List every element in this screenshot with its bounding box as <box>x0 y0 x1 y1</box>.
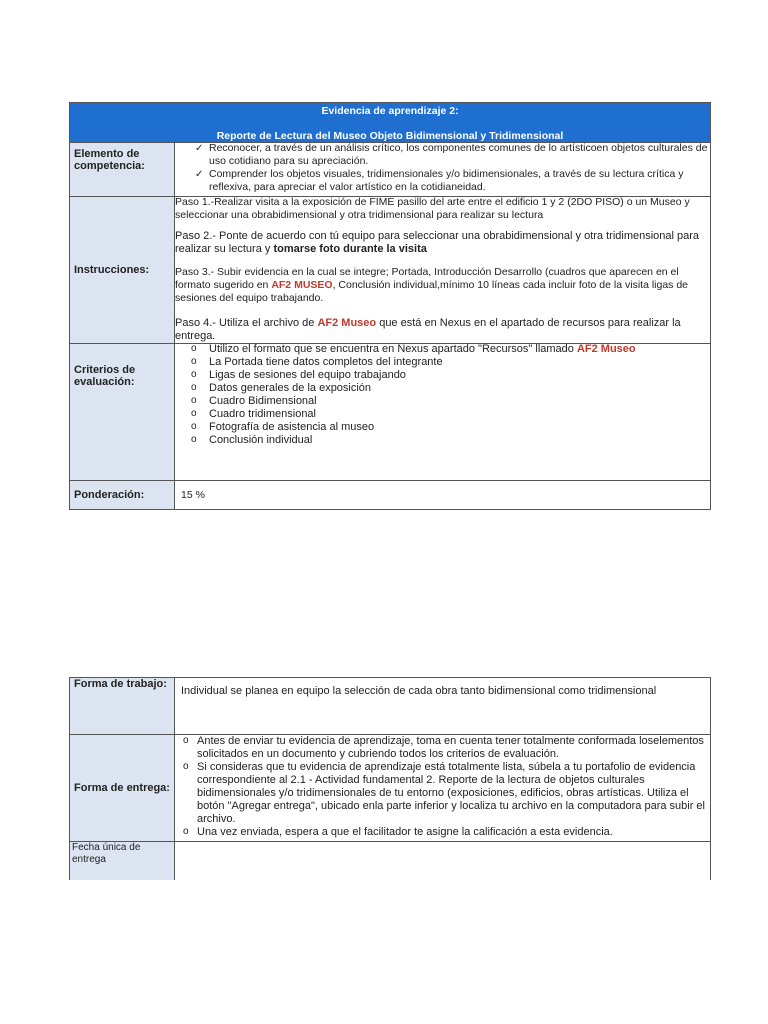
forma-trabajo-label: Forma de trabajo: <box>74 678 167 690</box>
entrega-item: o Una vez enviada, espera a que el facilitador te asigne la calificación a esta evidencia. <box>175 826 706 839</box>
competencia-label-cell <box>70 143 175 197</box>
instrucciones-row <box>70 197 711 344</box>
criterio-item: o Datos generales de la exposición <box>175 382 710 395</box>
ponderacion-label: Ponderación: <box>74 489 145 501</box>
paso-3-highlight: AF2 MUSEO <box>271 279 333 291</box>
competencia-label: Elemento de competencia: <box>74 148 145 172</box>
paso-2-bold: tomarse foto durante la visita <box>273 243 427 255</box>
criterio-item <box>175 343 710 356</box>
evidence-header <box>70 103 711 143</box>
fecha-cell <box>175 842 711 880</box>
paso-1: Paso 1.-Realizar visita a la exposición de FIME pasillo del arte entre el edificio 1 y 2 (2DO PISO) o un Museo y seleccionar una obrabidimensional y otra tridimensional para realizar su lectura <box>175 196 690 221</box>
entrega-item: o Si consideras que tu evidencia de aprendizaje está totalmente lista, súbela a tu portafolio de evidencia correspondiente al 2.1 - Actividad fundamental 2. Reporte de la lectura de objetos culturales bidimensionales y/o tridimensionales de tu entorno (exposiciones, edificios, obras artísticas. Utiliza el botón "Agregar entrega", ubicado enla parte inferior y localiza tu archivo en la computadora para subir el archivo. <box>175 761 706 826</box>
forma-entrega-cell <box>175 735 711 842</box>
fecha-label: Fecha única de entrega <box>72 842 141 865</box>
criterio-text: Utilizo el formato que se encuentra en Nexus apartado "Recursos" llamado <box>209 343 577 355</box>
forma-entrega-label: Forma de entrega: <box>74 782 170 794</box>
criterios-list <box>175 343 710 447</box>
forma-entrega-list <box>175 735 710 839</box>
paso-3-text-end: , Conclusión individual,mínimo 10 líneas cada incluir foto de la visita ligas de sesiones del equipo trabajando. <box>175 279 689 304</box>
criterio-highlight: AF2 Museo <box>576 343 636 355</box>
ponderacion-label-cell <box>70 481 175 510</box>
paso-4-text-end: que está en Nexus en el apartado de recursos para realizar la entrega. <box>175 317 681 342</box>
instrucciones-label-cell <box>70 197 175 344</box>
ponderacion-value: 15 % <box>181 488 205 501</box>
forma-trabajo-value: Individual se planea en equipo la selección de cada obra tanto bidimensional como tridimensional <box>181 685 657 697</box>
criterio-item: o Ligas de sesiones del equipo trabajando <box>175 369 710 382</box>
paso-4 <box>175 317 704 343</box>
criterios-label-cell <box>70 344 175 481</box>
criterio-item: o Cuadro Bidimensional <box>175 395 710 408</box>
fecha-label-cell <box>70 842 175 880</box>
paso-2 <box>175 230 704 256</box>
ponderacion-row <box>70 481 711 510</box>
competencia-cell <box>175 143 711 197</box>
entrega-item: o Antes de enviar tu evidencia de aprendizaje, toma en cuenta tener totalmente conformada loselementos solicitados en un documento y cubriendo todos los criterios de evaluación. <box>175 735 706 761</box>
paso-4-text: Paso 4.- Utiliza el archivo de <box>175 317 318 329</box>
evidence-subtitle: Reporte de Lectura del Museo Objeto Bidimensional y Tridimensional <box>216 130 564 142</box>
criterio-item: o Fotografía de asistencia al museo <box>175 421 710 434</box>
criterio-item: o Cuadro tridimensional <box>175 408 710 421</box>
paso-2-text: Paso 2.- Ponte de acuerdo con tú equipo para seleccionar una obrabidimensional y otra tridimensional para realizar su lectura y <box>175 230 700 255</box>
ponderacion-cell <box>175 481 711 510</box>
instrucciones-label: Instrucciones: <box>74 264 150 276</box>
forma-entrega-label-cell <box>70 735 175 842</box>
paso-3-text: Paso 3.- Subir evidencia en la cual se integre; Portada, Introducción Desarrollo (cuadros que aparecen en el formato sugerido en <box>175 266 679 291</box>
criterios-cell <box>175 344 711 481</box>
instrucciones-cell <box>175 197 711 344</box>
forma-trabajo-label-cell <box>70 678 175 735</box>
competencia-item: ✓ Comprender los objetos visuales, tridimensionales y/o bidimensionales, a través de su lectura crítica y reflexiva, para apreciar el valor artístico en la cotidianeidad. <box>175 168 710 194</box>
criterios-row <box>70 344 711 481</box>
competencia-item: ✓ Reconocer, a través de un análisis crítico, los componentes comunes de lo artísticoen objetos culturales de uso cotidiano para su apreciación. <box>175 142 710 168</box>
competencia-row <box>70 143 711 197</box>
paso-3 <box>175 266 704 305</box>
evidence-table <box>69 102 711 510</box>
criterio-item: o La Portada tiene datos completos del integrante <box>175 356 710 369</box>
criterios-label: Criterios de evaluación: <box>74 364 136 388</box>
forma-trabajo-cell <box>175 678 711 735</box>
forma-entrega-row <box>70 735 711 842</box>
delivery-table <box>69 677 711 880</box>
criterio-item: o Conclusión individual <box>175 434 710 447</box>
paso-4-highlight: AF2 Museo <box>317 317 377 329</box>
forma-trabajo-row <box>70 678 711 735</box>
competencia-list <box>175 142 710 194</box>
evidence-title: Evidencia de aprendizaje 2: <box>321 105 459 117</box>
fecha-row <box>70 842 711 880</box>
header-row <box>70 103 711 143</box>
